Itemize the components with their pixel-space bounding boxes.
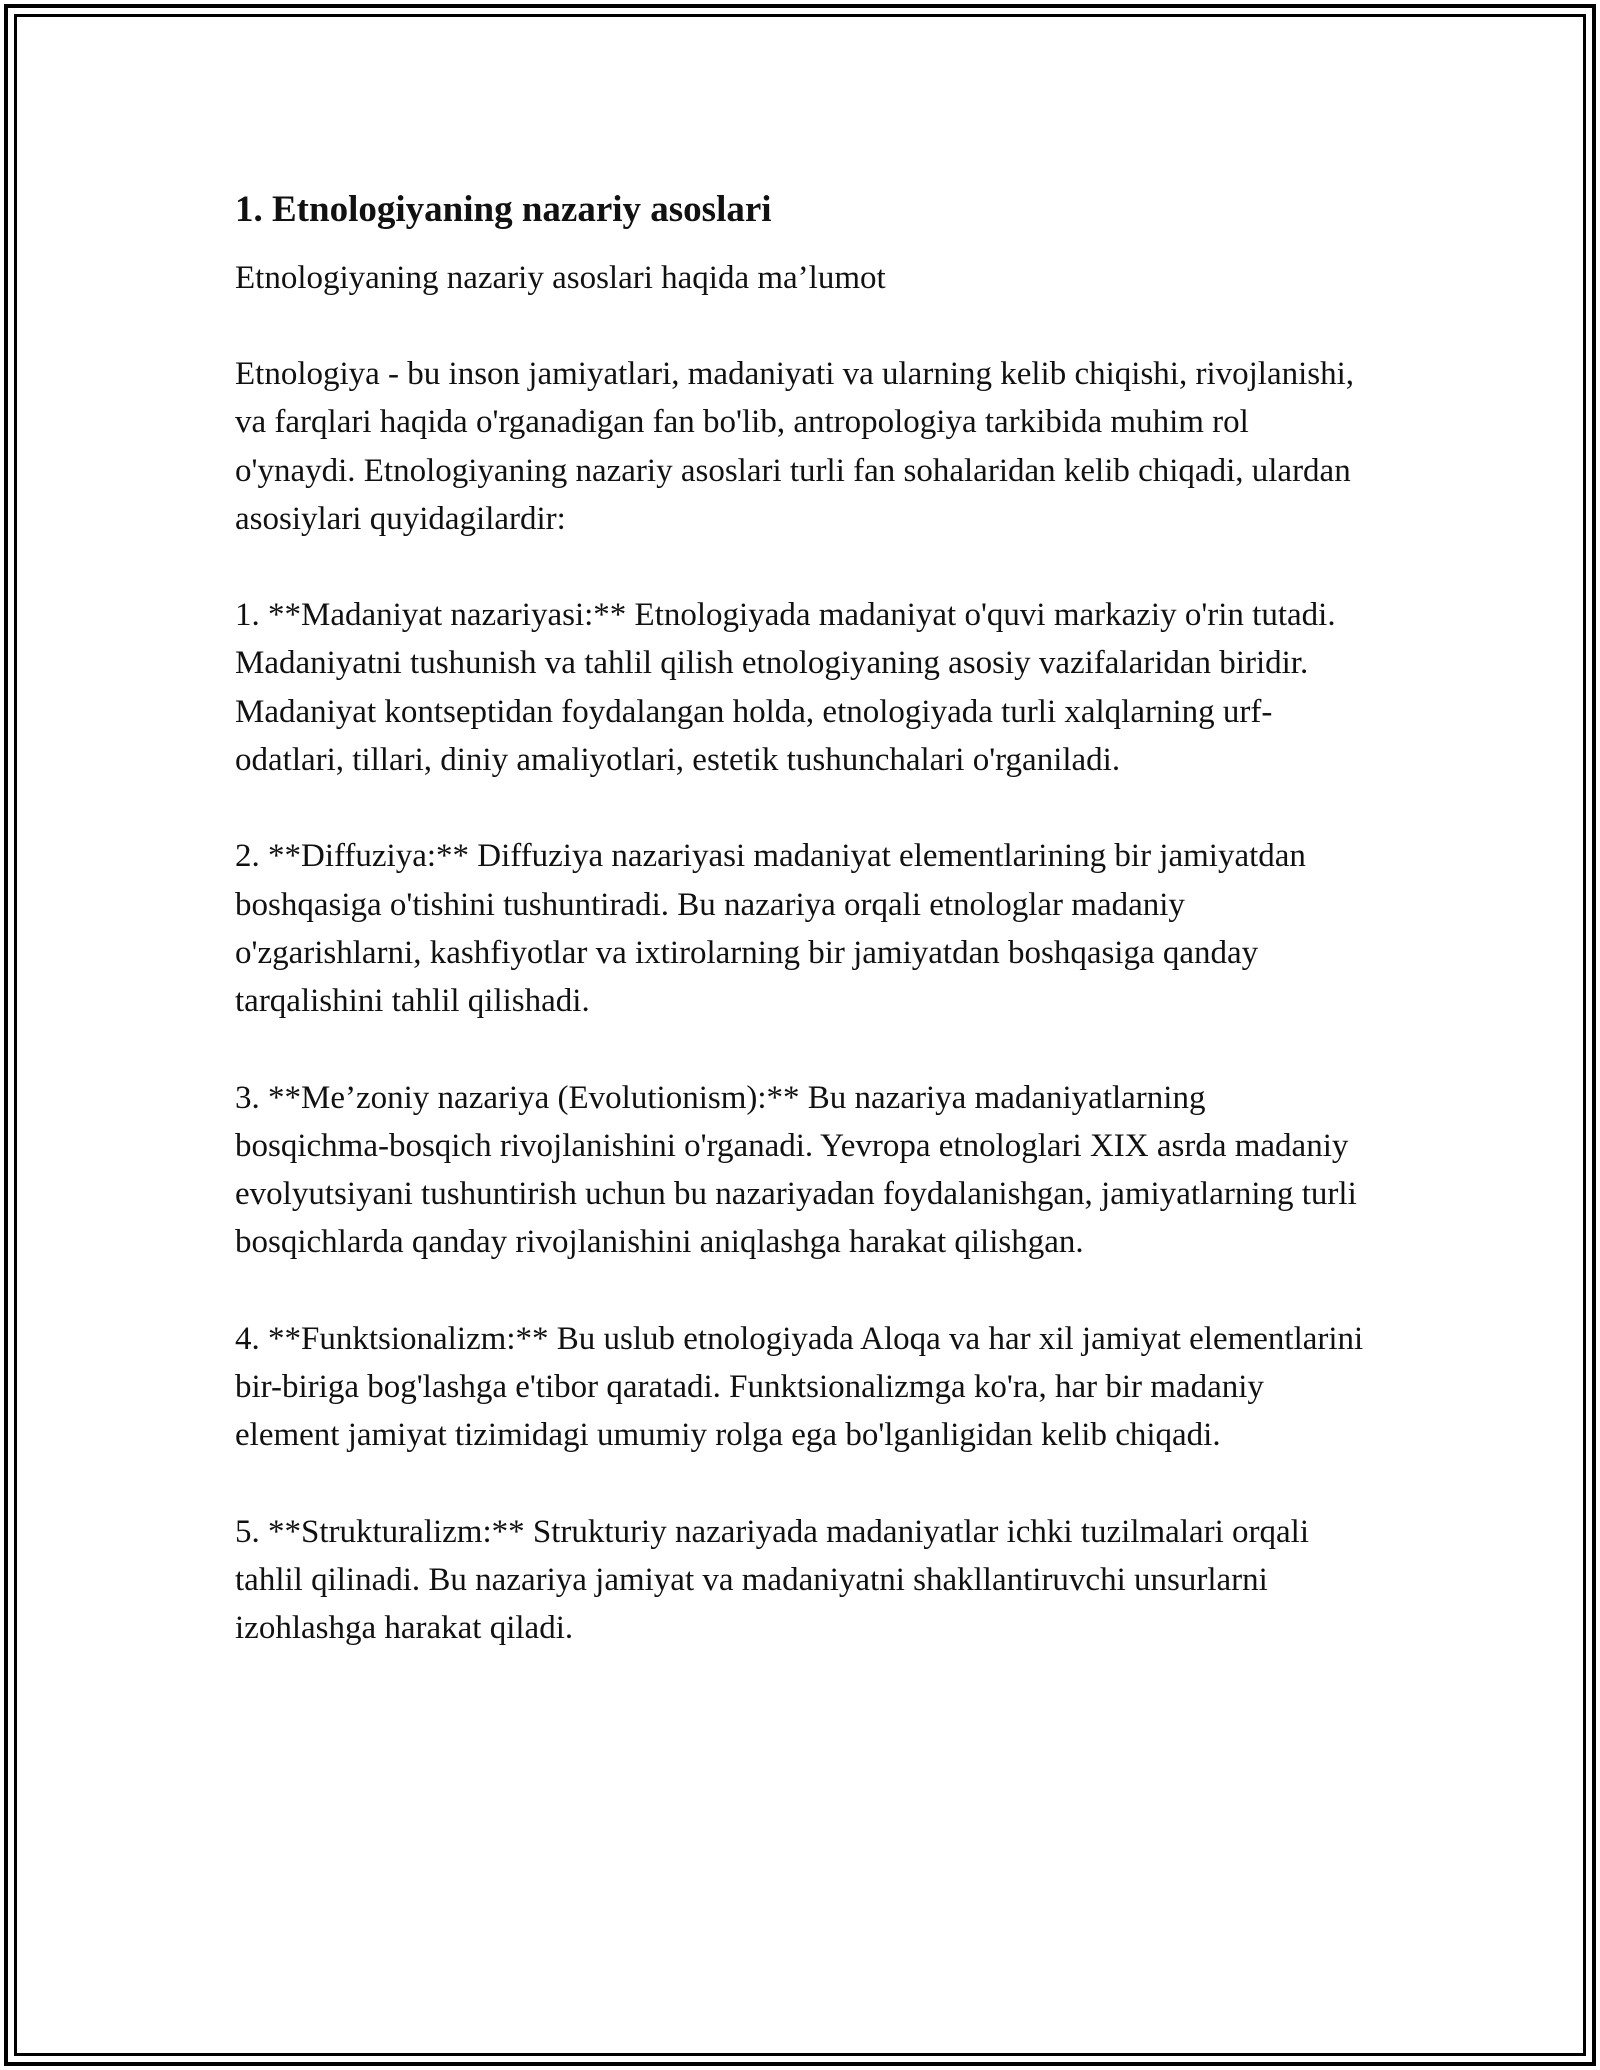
document-body <box>235 186 1365 1701</box>
paragraph-mezoniy-nazariya: 3. **Me’zoniy nazariya (Evolutionism):** Bu nazariya madaniyatlarning bosqichma-bosqich rivojlanishini o'rganadi. Yevropa etnologlari XIX asrda madaniy evolyutsiyani tushuntirish uchun bu nazariyadan foydalanishgan, jamiyatlarning turli bosqichlarda qanday rivojlanishini aniqlashga harakat qilishgan. <box>235 1079 1357 1261</box>
intro-paragraph: Etnologiya - bu inson jamiyatlari, madaniyati va ularning kelib chiqishi, rivojlanishi, va farqlari haqida o'rganadigan fan bo'lib, antropologiya tarkibida muhim rol o'ynaydi. Etnologiyaning nazariy asoslari turli fan sohalaridan kelib chiqadi, ulardan asosiylari quyidagilardir: <box>235 356 1355 537</box>
paragraph-diffuziya: 2. **Diffuziya:** Diffuziya nazariyasi madaniyat elementlarining bir jamiyatdan boshqasiga o'tishini tushuntiradi. Bu nazariya orqali etnologlar madaniy o'zgarishlarni, kashfiyotlar va ixtirolarning bir jamiyatdan boshqasiga qanday tarqalishini tahlil qilishadi. <box>235 838 1306 1020</box>
document-subtitle: Etnologiyaning nazariy asoslari haqida ma’lumot <box>235 260 886 296</box>
paragraph-funktsionalizm: 4. **Funktsionalizm:** Bu uslub etnologiyada Aloqa va har xil jamiyat elementlarini bir-biriga bog'lashga e'tibor qaratadi. Funktsionalizmga ko'ra, har bir madaniy element jamiyat tizimidagi umumiy rolga ega bo'lganligidan kelib chiqadi. <box>235 1320 1364 1454</box>
paragraph-madaniyat-nazariyasi: 1. **Madaniyat nazariyasi:** Etnologiyada madaniyat o'quvi markaziy o'rin tutadi. Madaniyatni tushunish va tahlil qilish etnologiyaning asosiy vazifalaridan biridir. Madaniyat kontseptidan foydalangan holda, etnologiyada turli xalqlarning urf-odatlari, tillari, diniy amaliyotlari, estetik tushunchalari o'rganiladi. <box>235 597 1336 779</box>
paragraph-strukturalizm: 5. **Strukturalizm:** Strukturiy nazariyada madaniyatlar ichki tuzilmalari orqali tahlil qilinadi. Bu nazariya jamiyat va madaniyatni shakllantiruvchi unsurlarni izohlashga harakat qiladi. <box>235 1513 1310 1647</box>
page-title: 1. Etnologiyaning nazariy asoslari <box>235 189 772 230</box>
